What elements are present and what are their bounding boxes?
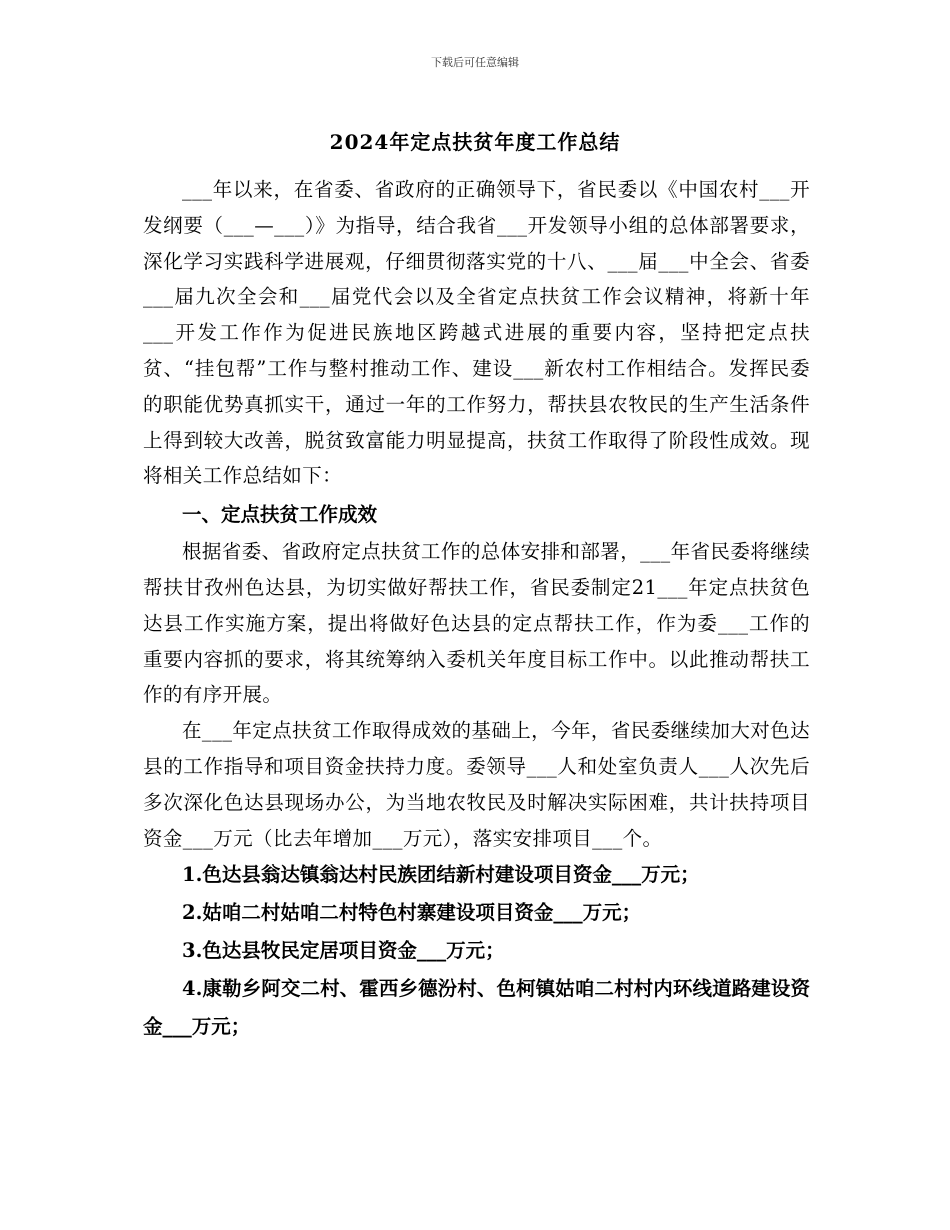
list-item: 3.色达县牧民定居项目资金___万元；	[182, 939, 505, 963]
header-note: 下载后可任意编辑	[431, 56, 519, 69]
list-item: 4.康勒乡阿交二村、霍西乡德汾村、色柯镇姑咱二村村内环线道路建设资金___万元；	[143, 977, 810, 1039]
paragraph-plan: 根据省委、省政府定点扶贫工作的总体安排和部署，___年省民委将继续帮扶甘孜州色达县，为切实做好帮扶工作，省民委制定21___年定点扶贫色达县工作实施方案，提出将做好色达县的定点帮扶工作，作为委___工作的重要内容抓的要求，将其统筹纳入委机关年度目标工作中。以此推动帮扶工作的有序开展。	[143, 540, 810, 707]
list-item: 2.姑咱二村姑咱二村特色村寨建设项目资金___万元；	[182, 901, 642, 925]
document-title: 2024年定点扶贫年度工作总结	[329, 130, 621, 154]
section-heading: 一、定点扶贫工作成效	[182, 503, 378, 527]
paragraph-intro: ___年以来，在省委、省政府的正确领导下，省民委以《中国农村___开发纲要（___—___）》为指导，结合我省___开发领导小组的总体部署要求，深化学习实践科学进展观，仔细贯彻落实党的十八、___届___中全会、省委___届九次全会和___届党代会以及全省定点扶贫工作会议精神，将新十年___开发工作作为促进民族地区跨越式进展的重要内容，坚持把定点扶贫、“挂包帮”工作与整村推动工作、建设___新农村工作相结合。发挥民委的职能优势真抓实干，通过一年的工作努力，帮扶县农牧民的生产生活条件上得到较大改善，脱贫致富能力明显提高，扶贫工作取得了阶段性成效。现将相关工作总结如下：	[143, 178, 810, 488]
document-body	[143, 172, 810, 1046]
paragraph-funding: 在___年定点扶贫工作取得成效的基础上，今年，省民委继续加大对色达县的工作指导和项目资金扶持力度。委领导___人和处室负责人___人次先后多次深化色达县现场办公，为当地农牧民及时解决实际困难，共计扶持项目资金___万元（比去年增加___万元），落实安排项目___个。	[143, 719, 810, 850]
list-item: 1.色达县翁达镇翁达村民族团结新村建设项目资金___万元；	[182, 863, 700, 887]
